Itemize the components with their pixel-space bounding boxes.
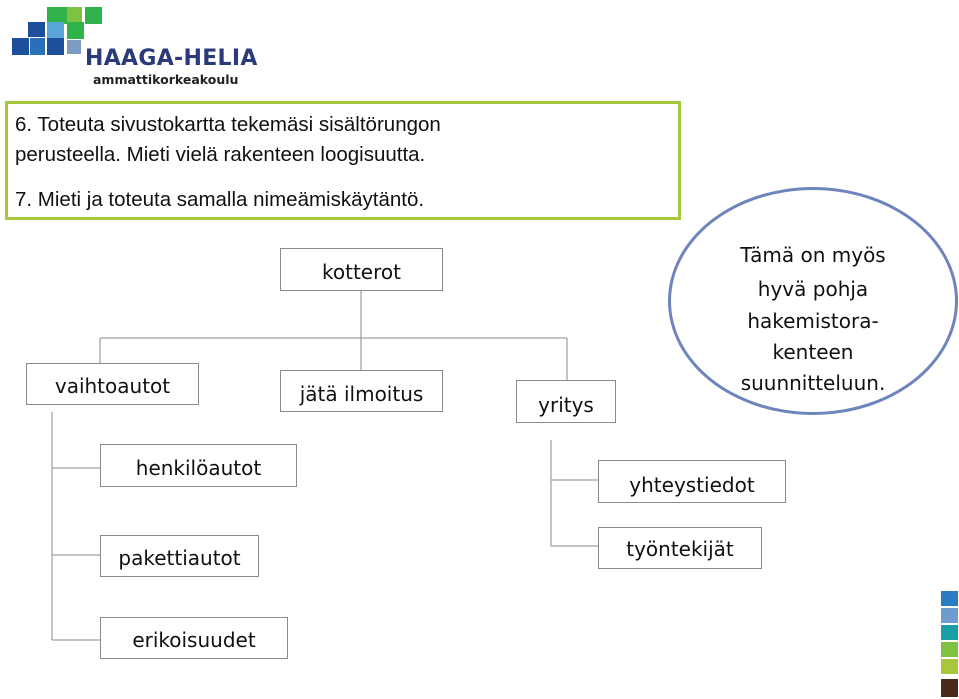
note-line-5: suunnitteluun. [740, 371, 886, 395]
instruction-line-3: 7. Mieti ja toteuta samalla nimeämiskäytäntö. [15, 188, 425, 211]
node-yhteystiedot-label: yhteystiedot [629, 473, 755, 497]
node-jata-ilmoitus-label: jätä ilmoitus [299, 382, 424, 406]
node-vaihtoautot [26, 363, 199, 405]
note-line-4: kenteen [772, 340, 854, 364]
node-root-label: kotterot [322, 260, 401, 284]
logo-subtitle: ammattikorkeakoulu [93, 72, 239, 87]
corner-square [941, 591, 958, 606]
node-erikoisuudet [100, 617, 288, 659]
node-erikoisuudet-label: erikoisuudet [132, 628, 256, 652]
corner-square [941, 659, 958, 674]
node-pakettiautot [100, 535, 259, 577]
node-yritys [516, 380, 616, 423]
instruction-line-2: perusteella. Mieti vielä rakenteen loogisuutta. [15, 143, 426, 166]
node-vaihtoautot-label: vaihtoautot [54, 374, 171, 398]
instruction-line-1: 6. Toteuta sivustokartta tekemäsi sisältörungon [15, 113, 441, 136]
node-root [280, 248, 443, 291]
corner-square [941, 625, 958, 640]
node-tyontekijat-label: työntekijät [626, 537, 734, 561]
logo-name: HAAGA-HELIA [85, 46, 258, 71]
node-henkiloautot-label: henkilöautot [135, 456, 262, 480]
node-pakettiautot-label: pakettiautot [118, 546, 241, 570]
node-tyontekijat [598, 527, 762, 569]
corner-square [941, 642, 958, 657]
node-jata-ilmoitus [280, 370, 443, 412]
corner-square [941, 608, 958, 623]
node-yritys-label: yritys [538, 393, 594, 417]
note-line-2: hyvä pohja [757, 277, 869, 301]
corner-square [941, 679, 958, 697]
node-henkiloautot [100, 444, 297, 487]
note-line-1: Tämä on myös [740, 243, 886, 267]
node-yhteystiedot [598, 460, 786, 503]
note-line-3: hakemistora- [747, 309, 879, 333]
